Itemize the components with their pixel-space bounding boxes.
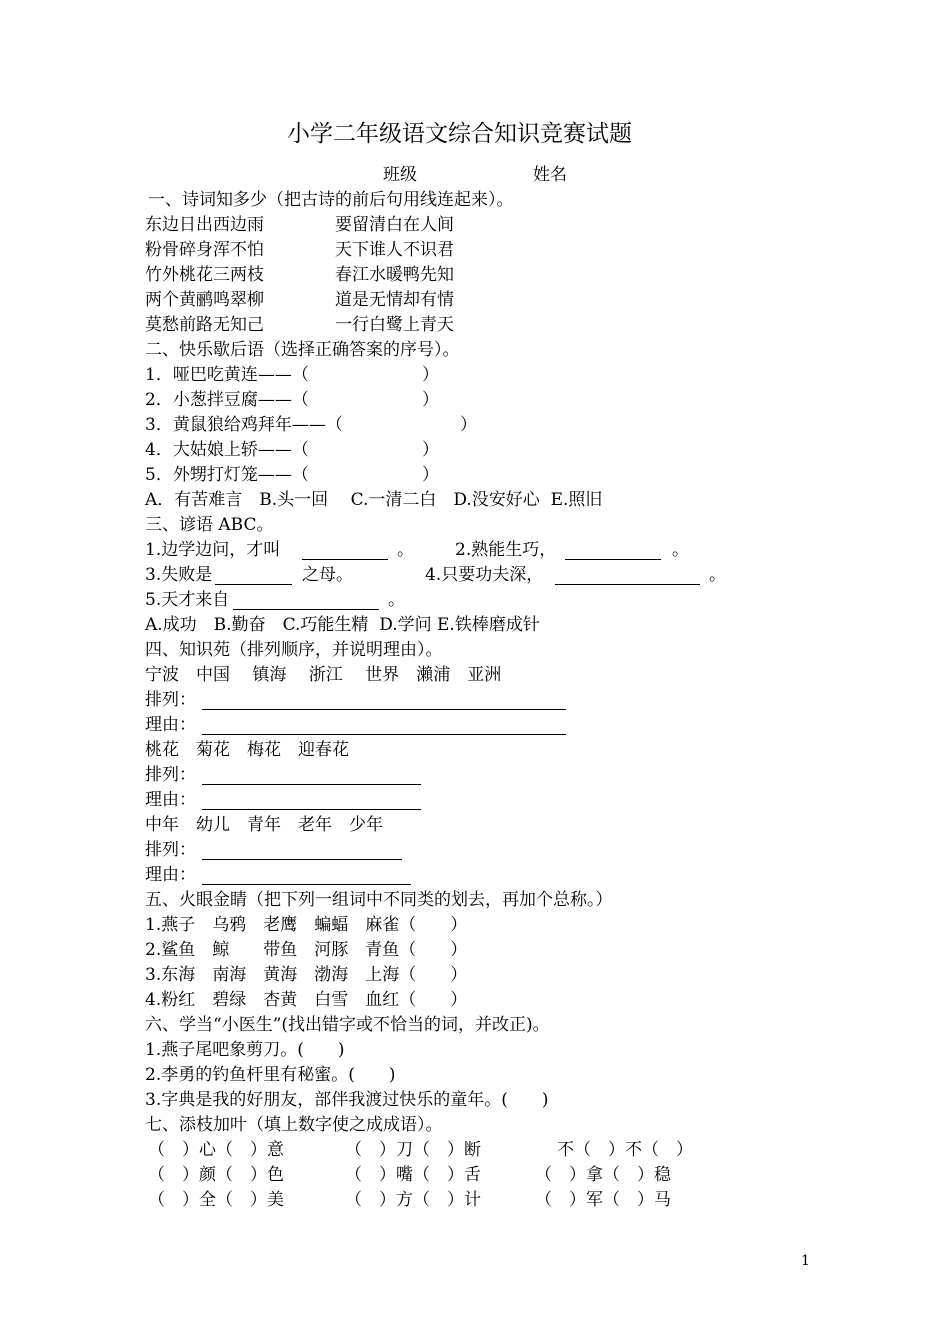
correction-item: 1.燕子尾吧象剪刀。( ) — [145, 1040, 345, 1060]
idiom-fill: （ ）刀（ ）断 — [345, 1140, 481, 1160]
name-label: 姓名 — [533, 165, 567, 185]
proverb-options: A.成功 B.勤奋 C.巧能生精 D.学问 E.铁棒磨成针 — [145, 615, 540, 635]
section-6-heading: 六、学当“小医生”(找出错字或不恰当的词，并改正)。 — [145, 1015, 550, 1035]
poem-right-line: 要留清白在人间 — [335, 215, 454, 235]
arrange-label: 排列： — [145, 840, 196, 860]
section-2-heading: 二、快乐歇后语（选择正确答案的序号）。 — [145, 340, 460, 360]
period: 。 — [672, 540, 689, 560]
answer-blank[interactable] — [565, 544, 661, 560]
period: 。 — [397, 540, 414, 560]
proverb-q3: 3.失败是 — [145, 565, 213, 585]
section-5-heading: 五、火眼金睛（把下列一组词中不同类的划去，再加个总称。） — [145, 890, 613, 910]
classify-item: 1.燕子 乌鸦 老鹰 蝙蝠 麻雀（ ） — [145, 915, 468, 935]
proverb-q4: 4.只要功夫深， — [425, 565, 544, 585]
proverb-q1: 1.边学边问，才叫 — [145, 540, 281, 560]
xiehouyu-item: 4．大姑娘上轿——（ — [145, 440, 309, 460]
proverb-q2: 2.熟能生巧， — [455, 540, 557, 560]
poem-right-line: 春江水暖鸭先知 — [335, 265, 454, 285]
reason-blank[interactable] — [202, 869, 411, 885]
correction-item: 3.字典是我的好朋友，部伴我渡过快乐的童年。( ) — [145, 1090, 549, 1110]
word-group-2: 桃花 菊花 梅花 迎春花 — [145, 740, 349, 760]
xiehouyu-item: 3．黄鼠狼给鸡拜年——（ — [145, 415, 343, 435]
xiehouyu-item: 1．哑巴吃黄连——（ — [145, 365, 309, 385]
idiom-fill: （ ）军（ ）马 — [535, 1190, 671, 1210]
reason-blank[interactable] — [202, 719, 566, 735]
reason-label: 理由： — [145, 865, 196, 885]
answer-blank[interactable] — [233, 594, 379, 610]
answer-blank[interactable] — [215, 569, 292, 585]
classify-item: 2.鲨鱼 鲸 带鱼 河豚 青鱼（ ） — [145, 940, 468, 960]
idiom-fill: （ ）全（ ）美 — [148, 1190, 284, 1210]
reason-blank[interactable] — [202, 794, 421, 810]
reason-label: 理由： — [145, 790, 196, 810]
answer-blank[interactable] — [302, 544, 388, 560]
poem-left-line: 莫愁前路无知己 — [145, 315, 264, 335]
close-paren: ） — [422, 440, 439, 460]
poem-left-line: 东边日出西边雨 — [145, 215, 264, 235]
word-group-1: 宁波 中国 镇海 浙江 世界 瀨浦 亚洲 — [145, 665, 502, 685]
poem-left-line: 竹外桃花三两枝 — [145, 265, 264, 285]
period: 。 — [709, 565, 726, 585]
xiehouyu-item: 2．小葱拌豆腐——（ — [145, 390, 309, 410]
poem-right-line: 天下谁人不识君 — [335, 240, 454, 260]
page-title: 小学二年级语文综合知识竞赛试题 — [287, 121, 632, 147]
arrange-blank[interactable] — [202, 694, 566, 710]
proverb-q3-end: 之母。 — [302, 565, 353, 585]
page-number: 1 — [801, 1253, 810, 1269]
section-3-heading: 三、谚语 ABC。 — [145, 515, 274, 535]
poem-right-line: 道是无情却有情 — [335, 290, 454, 310]
poem-left-line: 粉骨碎身浑不怕 — [145, 240, 264, 260]
poem-left-line: 两个黄鹂鸣翠柳 — [145, 290, 264, 310]
idiom-fill: （ ）拿（ ）稳 — [535, 1165, 671, 1185]
answer-blank[interactable] — [555, 569, 700, 585]
idiom-fill: （ ）颜（ ）色 — [148, 1165, 284, 1185]
xiehouyu-item: 5．外甥打灯笼——（ — [145, 465, 309, 485]
poem-right-line: 一行白鹭上青天 — [335, 315, 454, 335]
arrange-label: 排列： — [145, 765, 196, 785]
correction-item: 2.李勇的钓鱼杆里有秘蜜。( ) — [145, 1065, 396, 1085]
idiom-fill: （ ）心（ ）意 — [148, 1140, 284, 1160]
xiehouyu-options: A．有苦难言 B.头一回 C.一清二白 D.没安好心 E.照旧 — [145, 490, 603, 510]
proverb-q5: 5.天才来自 — [145, 590, 230, 610]
close-paren: ） — [422, 390, 439, 410]
close-paren: ） — [422, 365, 439, 385]
arrange-blank[interactable] — [202, 769, 421, 785]
word-group-3: 中年 幼儿 青年 老年 少年 — [145, 815, 383, 835]
close-paren: ） — [460, 415, 477, 435]
idiom-fill: 不（ ）不（ ） — [557, 1140, 693, 1160]
section-4-heading: 四、知识苑（排列顺序，并说明理由）。 — [145, 640, 443, 660]
close-paren: ） — [422, 465, 439, 485]
classify-item: 4.粉红 碧绿 杏黄 白雪 血红（ ） — [145, 990, 468, 1010]
period: 。 — [388, 590, 405, 610]
idiom-fill: （ ）方（ ）计 — [345, 1190, 481, 1210]
idiom-fill: （ ）嘴（ ）舌 — [345, 1165, 481, 1185]
arrange-blank[interactable] — [202, 844, 402, 860]
class-label: 班级 — [383, 165, 417, 185]
section-1-heading: 一、诗词知多少（把古诗的前后句用线连起来）。 — [148, 190, 514, 210]
classify-item: 3.东海 南海 黄海 渤海 上海（ ） — [145, 965, 468, 985]
reason-label: 理由： — [145, 715, 196, 735]
arrange-label: 排列： — [145, 690, 196, 710]
section-7-heading: 七、添枝加叶（填上数字使之成成语）。 — [145, 1115, 443, 1135]
